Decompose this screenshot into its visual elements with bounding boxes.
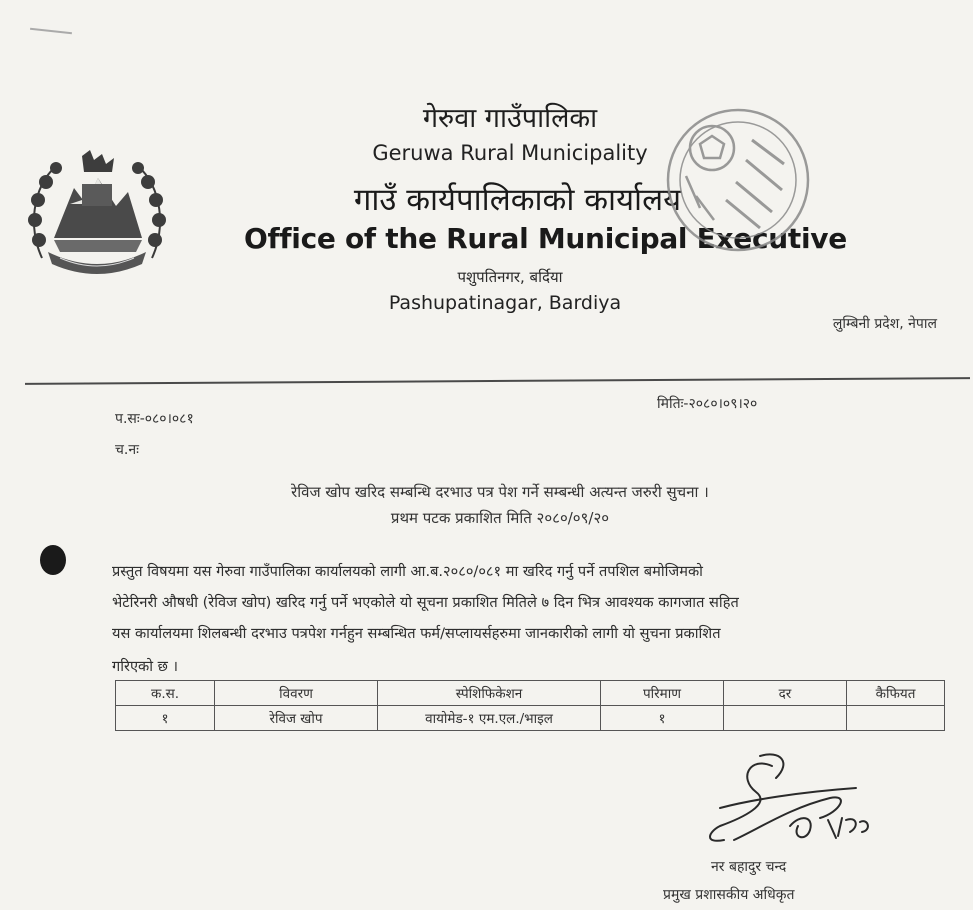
address-en: Pashupatinagar, Bardiya xyxy=(388,292,622,314)
header-serial: क.स. xyxy=(116,681,215,706)
signer-title: प्रमुख प्रशासकीय अधिकृत xyxy=(663,887,795,903)
cell-serial: १ xyxy=(116,706,215,731)
notice-subject: रेविज खोप खरिद सम्बन्धि दरभाउ पत्र पेश गर्ने सम्बन्धी अत्यन्त जरुरी सुचना । xyxy=(291,483,709,501)
signer-name: नर बहादुर चन्द xyxy=(711,859,787,875)
cell-rate xyxy=(724,706,847,731)
header-remarks: कैफियत xyxy=(847,681,945,706)
header-description: विवरण xyxy=(215,681,378,706)
cell-description: रेविज खोप xyxy=(215,706,378,731)
punch-hole xyxy=(40,545,66,575)
published-date: प्रथम पटक प्रकाशित मिति २०८०/०९/२० xyxy=(390,509,610,527)
header-quantity: परिमाण xyxy=(601,681,724,706)
body-line-1: प्रस्तुत विषयमा यस गेरुवा गाउँपालिका कार्यालयको लागी आ.ब.२०८०/०८१ मा खरिद गर्नु पर्ने तपशिल बमोजिमको xyxy=(112,563,703,580)
municipality-name-np: गेरुवा गाउँपालिका xyxy=(422,103,598,134)
reference-number: प.सः-०८०।०८१ xyxy=(115,411,194,427)
table-row xyxy=(116,706,945,731)
table-header-row xyxy=(116,681,945,706)
body-line-2: भेटेरिनरी औषधी (रेविज खोप) खरिद गर्नु पर्ने भएकोले यो सूचना प्रकाशित मितिले ७ दिन भित्र आवश्यक कागजात सहित xyxy=(112,594,739,611)
header-specification: स्पेशिफिकेशन xyxy=(378,681,601,706)
office-name-np: गाउँ कार्यपालिकाको कार्यालय xyxy=(353,182,682,218)
cell-remarks xyxy=(847,706,945,731)
header-divider xyxy=(25,377,970,385)
notice-date: मितिः-२०८०।०९।२० xyxy=(657,396,758,412)
office-seal-stamp xyxy=(656,100,816,258)
handwritten-signature xyxy=(680,748,890,853)
cell-quantity: १ xyxy=(601,706,724,731)
province-label: लुम्बिनी प्रदेश, नेपाल xyxy=(832,316,937,332)
scan-mark xyxy=(30,28,72,34)
body-line-4: गरिएको छ । xyxy=(112,658,179,675)
dispatch-number: च.नः xyxy=(115,442,139,458)
cell-specification: वायोमेड-१ एम.एल./भाइल xyxy=(378,706,601,731)
address-np: पशुपतिनगर, बर्दिया xyxy=(457,268,563,286)
specification-table xyxy=(115,680,945,731)
office-name-en: Office of the Rural Municipal Executive xyxy=(244,222,847,255)
municipality-name-en: Geruwa Rural Municipality xyxy=(372,141,648,165)
header-rate: दर xyxy=(724,681,847,706)
body-line-3: यस कार्यालयमा शिलबन्धी दरभाउ पत्रपेश गर्नहुन सम्बन्धित फर्म/सप्लायर्सहरुमा जानकारीको लागी यो सुचना प्रकाशित xyxy=(112,625,721,642)
